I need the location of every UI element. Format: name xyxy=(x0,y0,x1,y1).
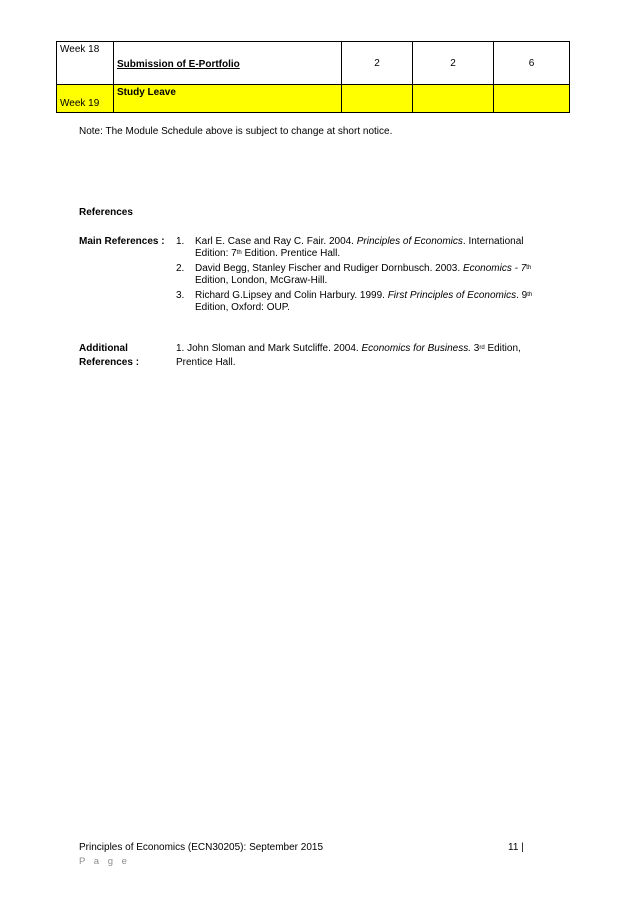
module-schedule-table xyxy=(56,41,570,113)
list-item: 2. David Begg, Stanley Fischer and Rudiger Dornbusch. 2003. Economics - 7th Edition, London, McGraw-Hill. xyxy=(176,263,532,286)
value-cell: 2 xyxy=(413,42,494,85)
list-item: 1. Karl E. Case and Ray C. Fair. 2004. Principles of Economics. International Edition: 7th Edition. Prentice Hall. xyxy=(176,236,524,259)
table-row xyxy=(57,42,570,85)
additional-references-body: 1. John Sloman and Mark Sutcliffe. 2004. Economics for Business. 3rd Edition, Prentice Hall. xyxy=(176,343,521,368)
schedule-note: Note: The Module Schedule above is subject to change at short notice. xyxy=(79,126,393,137)
footer-page-word: P a g e xyxy=(79,856,130,867)
value-cell: 2 xyxy=(342,42,413,85)
week-cell: Week 19 xyxy=(57,85,114,113)
table-row xyxy=(57,85,570,113)
value-cell: 6 xyxy=(494,42,570,85)
list-number: 3. xyxy=(176,290,185,301)
value-cell xyxy=(342,85,413,113)
value-cell xyxy=(494,85,570,113)
value-cell xyxy=(413,85,494,113)
book-title: Economics - 7 xyxy=(462,263,527,274)
list-number: 2. xyxy=(176,263,185,274)
book-title: First Principles of Economics xyxy=(387,290,517,301)
activity-cell xyxy=(114,42,342,85)
activity-cell xyxy=(114,85,342,113)
footer-page-number: 11 | xyxy=(508,842,524,853)
list-item: 3. Richard G.Lipsey and Colin Harbury. 1999. First Principles of Economics. 9th Edition, Oxford: OUP. xyxy=(176,290,533,313)
references-heading: References xyxy=(79,207,133,218)
main-references-list xyxy=(176,236,536,317)
additional-references-label: Additional References : xyxy=(79,343,140,368)
book-title: Economics for Business. xyxy=(361,343,471,354)
footer-course: Principles of Economics (ECN30205): September 2015 xyxy=(79,842,324,853)
activity-label: Submission of E-Portfolio xyxy=(117,59,240,70)
book-title: Principles of Economics xyxy=(356,236,463,247)
main-references-label: Main References : xyxy=(79,236,165,247)
activity-label: Study Leave xyxy=(117,87,176,98)
week-cell: Week 18 xyxy=(57,42,114,85)
list-number: 1. xyxy=(176,236,185,247)
